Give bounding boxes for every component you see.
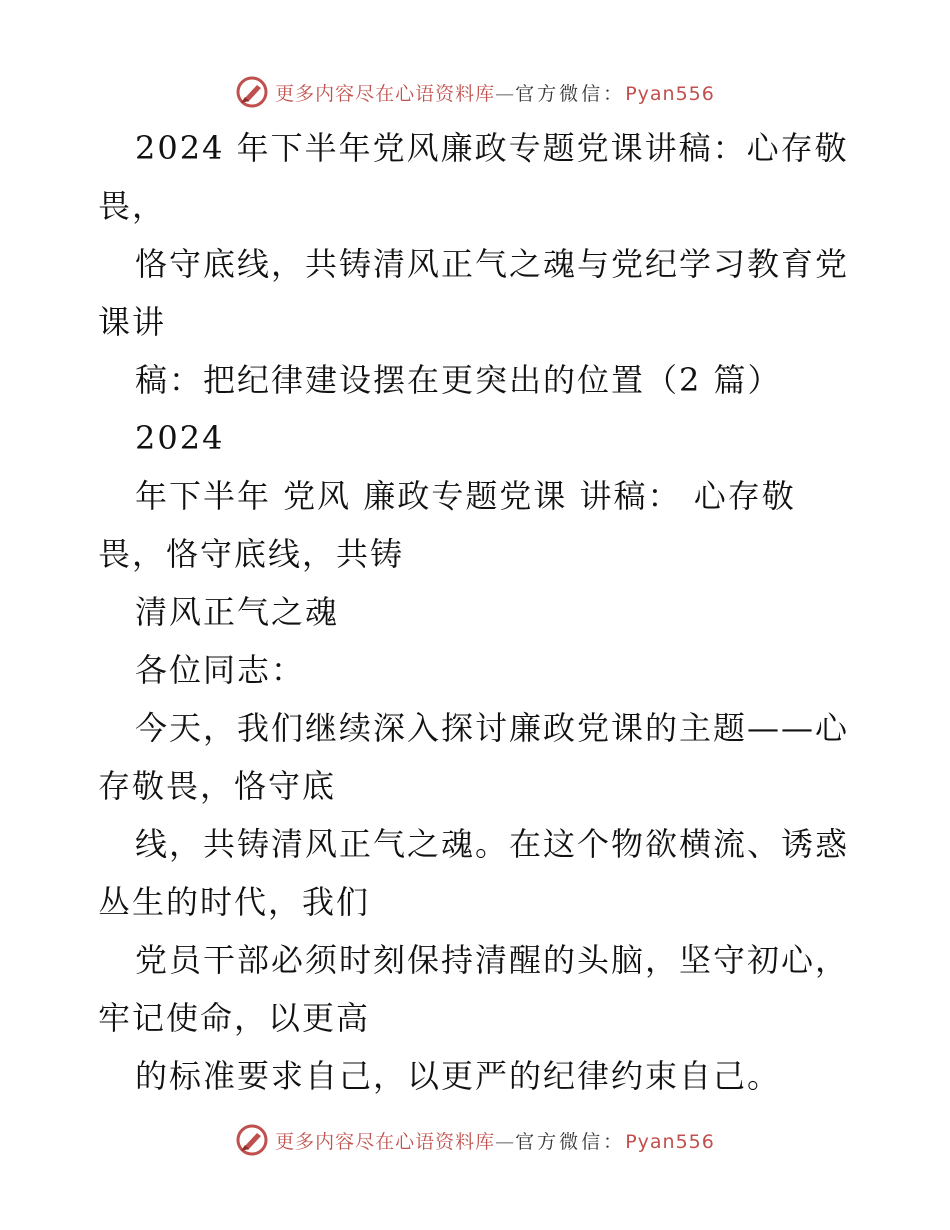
footer-watermark: [0, 1120, 950, 1160]
text-line: 清风正气之魂: [135, 593, 340, 631]
text-line: 畏，: [98, 187, 167, 225]
text-line: 稿：把纪律建设摆在更突出的位置（2 篇）: [135, 361, 782, 399]
text-line: 年下半年 党风 廉政专题党课 讲稿： 心存敬: [135, 477, 796, 515]
text-line: 党员干部必须时刻保持清醒的头脑，坚守初心，: [135, 941, 850, 979]
text-line: 2024 年下半年党风廉政专题党课讲稿：心存敬: [135, 129, 849, 167]
watermark-official: 官方微信：: [515, 1130, 626, 1153]
logo-icon: [235, 1123, 269, 1157]
logo-icon: [235, 75, 269, 109]
text-line: 各位同志：: [135, 651, 306, 689]
text-line: 的标准要求自己，以更严的纪律约束自己。: [135, 1057, 782, 1095]
watermark-main: 更多内容尽在心语资料库: [275, 82, 496, 105]
header-watermark: [0, 72, 950, 112]
watermark-text: [275, 1127, 715, 1154]
text-line: 丛生的时代，我们: [98, 883, 371, 921]
text-line: 课讲: [98, 303, 167, 341]
text-line: 存敬畏，恪守底: [98, 767, 337, 805]
watermark-main: 更多内容尽在心语资料库: [275, 1130, 496, 1153]
text-line: 恪守底线，共铸清风正气之魂与党纪学习教育党: [135, 245, 850, 283]
text-line: 牢记使命，以更高: [98, 999, 371, 1037]
watermark-text: [275, 79, 715, 106]
watermark-wechat: Pyan556: [625, 82, 715, 105]
watermark-dash: —: [495, 1130, 516, 1153]
text-line: 2024: [135, 419, 225, 457]
text-line: 今天，我们继续深入探讨廉政党课的主题——心: [135, 709, 850, 747]
watermark-wechat: Pyan556: [625, 1130, 715, 1153]
watermark-official: 官方微信：: [515, 82, 626, 105]
text-line: 畏，恪守底线，共铸: [98, 535, 405, 573]
text-line: 线，共铸清风正气之魂。在这个物欲横流、诱惑: [135, 825, 850, 863]
watermark-dash: —: [495, 82, 516, 105]
